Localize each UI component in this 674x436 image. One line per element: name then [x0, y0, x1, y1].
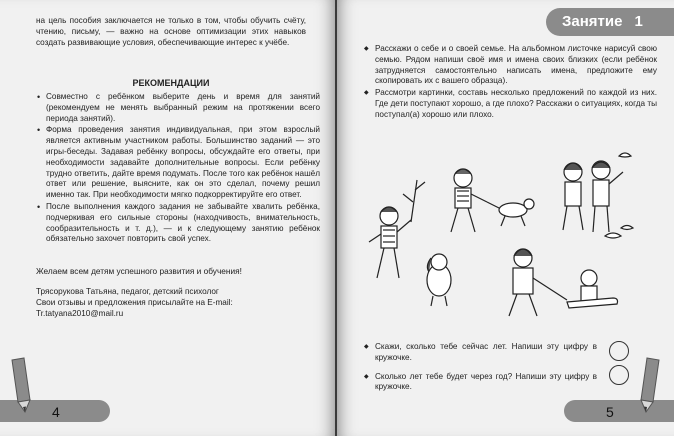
task-item: ◆ Рассмотри картинки, составь несколько предложений по каждой из них. Где дети поступают хорошо, а где плохо? Расскажи о ситуациях, когда ты поступал(а) хорошо или плохо.: [375, 88, 657, 120]
recommendation-item: • Форма проведения занятия индивидуальная, при этом взрослый является активным участником работы. Большинство заданий — это игры-беседы. Задавая ребёнку вопросы, обсуждайте его ответы, при необходимости задавайте дополнительные вопросы. Если ребёнку трудно ответить, дайте время подумать. После того как ребёнок нашёл ответ или решение, выясните, как он это сделал, почему решил именно так. При необходимости мягко подкорректируйте его ответ.: [46, 125, 320, 201]
left-page: [0, 0, 335, 436]
author-info: [36, 287, 310, 319]
wish-text: Желаем всем детям успешного развития и обучения!: [36, 266, 242, 276]
recommendations-list: [36, 92, 320, 246]
boy-with-dog-illustration: [451, 169, 534, 232]
right-page: [337, 0, 674, 436]
illustrations: [367, 150, 647, 330]
boy-with-stick-illustration: [369, 180, 425, 278]
sitting-dog-illustration: [427, 254, 451, 306]
recommendation-item: • После выполнения каждого задания не забывайте хвалить ребёнка, подчеркивая его сильные стороны (находчивость, внимательность, сообразительность и т. д.), — и к следующему занятию ребёнок обязательно захочет повторить свой успех.: [46, 202, 320, 245]
question-item: ◆ Сколько лет тебе будет через год? Напиши эту цифру в кружочке.: [375, 372, 597, 394]
page-number: 4: [52, 404, 60, 420]
author-line: Трясорукова Татьяна, педагог, детский психолог: [36, 287, 219, 296]
task-list: [363, 44, 657, 122]
lesson-tab: [546, 8, 674, 36]
recommendations-title: РЕКОМЕНДАЦИИ: [132, 78, 210, 88]
children-feeding-birds-illustration: [563, 153, 633, 238]
question-item: ◆ Скажи, сколько тебе сейчас лет. Напиши эту цифру в кружочке.: [375, 342, 597, 364]
answer-circle[interactable]: [609, 341, 629, 361]
author-line: Свои отзывы и предложения присылайте на E-mail:: [36, 297, 233, 307]
question-list: [363, 342, 597, 401]
pencil-icon: [635, 356, 665, 414]
boy-with-sled-illustration: [509, 249, 618, 316]
intro-paragraph: на цель пособия заключается не только в том, чтобы обучить счёту, чтению, письму, — важно на основе оптимизации этих навыков создать развивающие условия, обеспечивающие интерес к учёбе.: [36, 16, 306, 47]
task-item: ◆ Расскажи о себе и о своей семье. На альбомном листочке нарисуй свою семью. Рядом напиши своё имя и имена своих близких (если ребёнок затрудняется самостоятельно написать имена, предложите ему скопировать их с вашего образца).: [375, 44, 657, 87]
author-email: Tr.tatyana2010@mail.ru: [36, 308, 124, 318]
pencil-icon: [6, 356, 36, 414]
lesson-word: Занятие: [562, 13, 623, 30]
recommendation-item: • Совместно с ребёнком выберите день и время для занятий (рекомендуем не менять выбранный режим на протяжении всего периода занятий).: [46, 92, 320, 124]
lesson-number: 1: [634, 13, 643, 30]
page-number: 5: [606, 404, 614, 420]
answer-circle[interactable]: [609, 365, 629, 385]
